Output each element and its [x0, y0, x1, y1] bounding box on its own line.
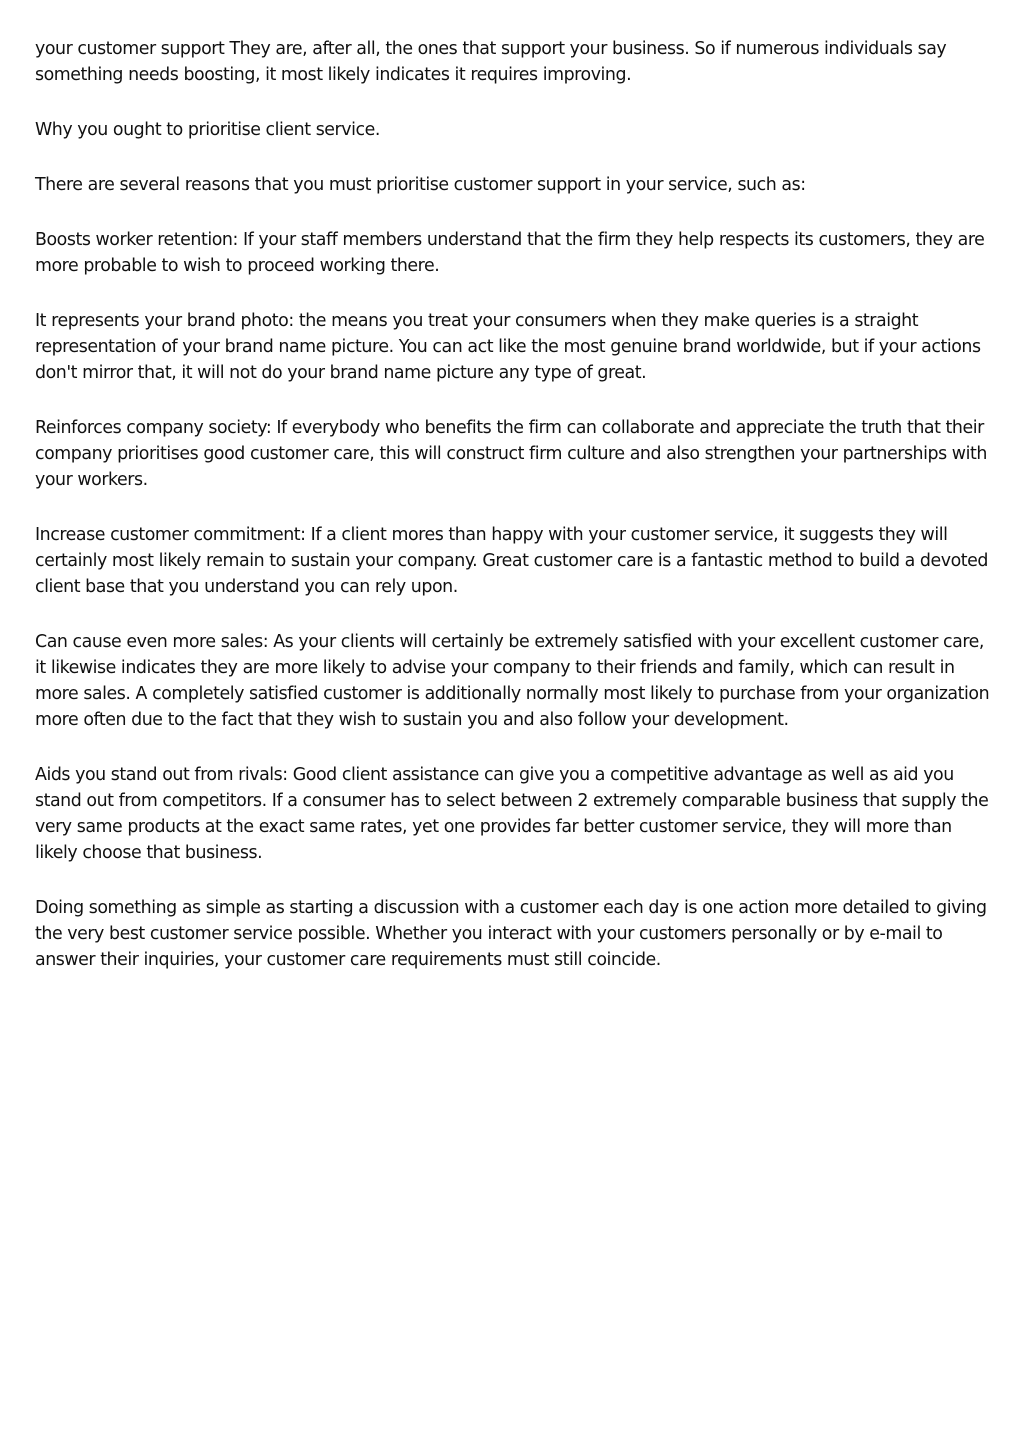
paragraph-conclusion: Doing something as simple as starting a discussion with a customer each day is one action more detailed to giving the very best customer service possible. Whether you interact with your customers personally or by e-mail to answer their inquiries, your customer care requirements must still coincide. [35, 898, 987, 970]
paragraph-stand-out: Aids you stand out from rivals: Good client assistance can give you a competitive advantage as well as aid you stand out from competitors. If a consumer has to select between 2 extremely comparable business that supply the very same products at the exact same rates, yet one provides far better customer service, they will more than likely choose that business. [35, 765, 989, 863]
document-page [35, 36, 991, 1002]
paragraph-intro-continuation: your customer support They are, after all, the ones that support your business. So if numerous individuals say something needs boosting, it most likely indicates it requires improving. [35, 39, 947, 85]
paragraph-reasons-intro: There are several reasons that you must prioritise customer support in your service, such as: [35, 175, 806, 195]
paragraph-company-culture: Reinforces company society: If everybody who benefits the firm can collaborate and appreciate the truth that their company prioritises good customer care, this will construct firm culture and also strengthen your partnerships with your workers. [35, 418, 987, 490]
paragraph-worker-retention: Boosts worker retention: If your staff members understand that the firm they help respects its customers, they are more probable to wish to proceed working there. [35, 230, 985, 276]
paragraph-more-sales: Can cause even more sales: As your clients will certainly be extremely satisfied with your excellent customer care, it likewise indicates they are more likely to advise your company to their friends and family, which can result in more sales. A completely satisfied customer is additionally normally most likely to purchase from your organization more often due to the fact that they wish to sustain you and also follow your development. [35, 632, 990, 730]
paragraph-customer-loyalty: Increase customer commitment: If a client mores than happy with your customer service, it suggests they will certainly most likely remain to sustain your company. Great customer care is a fantastic method to build a devoted client base that you understand you can rely upon. [35, 525, 988, 597]
paragraph-why-prioritise: Why you ought to prioritise client service. [35, 120, 380, 140]
paragraph-brand-image: It represents your brand photo: the means you treat your consumers when they make queries is a straight representation of your brand name picture. You can act like the most genuine brand worldwide, but if your actions don't mirror that, it will not do your brand name picture any type of great. [35, 311, 981, 383]
